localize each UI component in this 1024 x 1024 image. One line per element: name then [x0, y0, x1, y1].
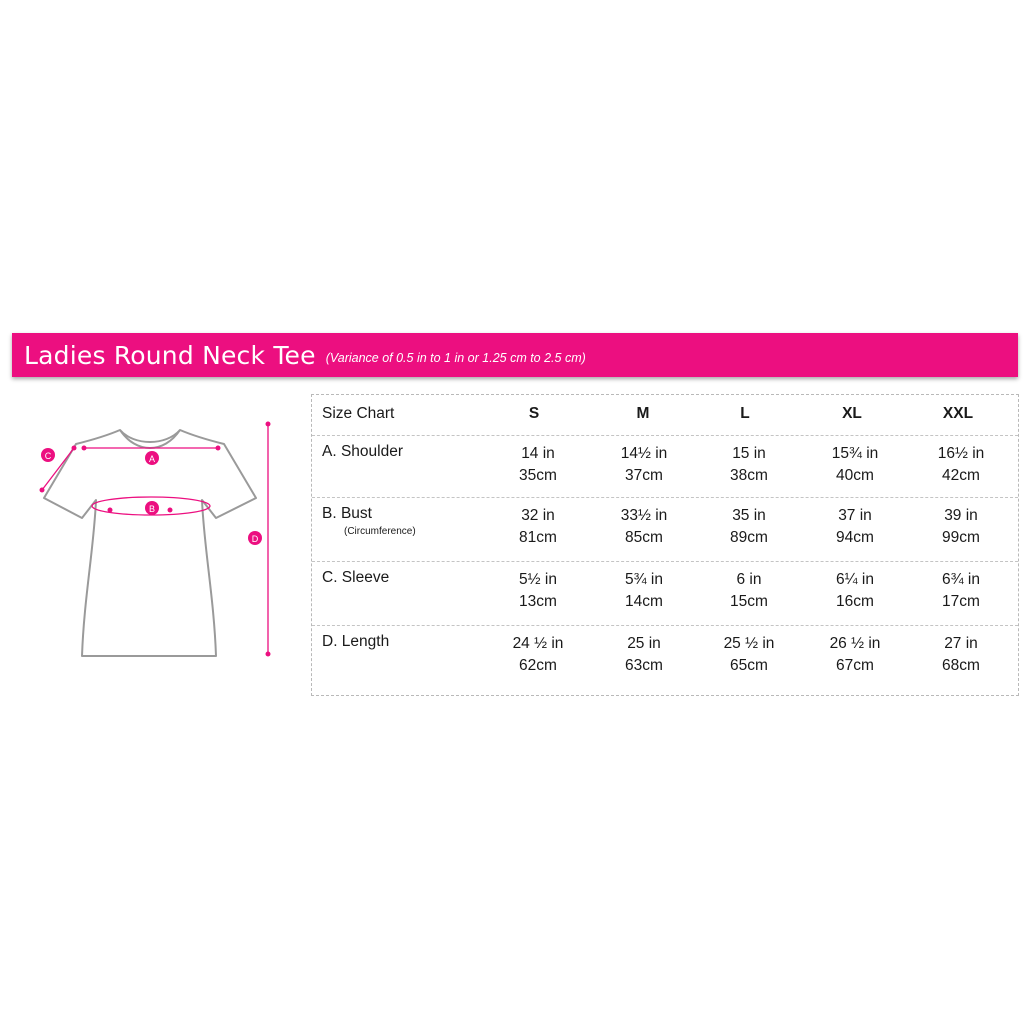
table-cell: 26 ½ in 67cm [829, 635, 881, 674]
table-row-bust [312, 497, 1018, 561]
shoulder-measure-end [216, 446, 221, 451]
table-cell: 24 ½ in 62cm [512, 635, 564, 674]
table-cell: 6¼ in 16cm [836, 571, 874, 610]
sleeve-measure-end [40, 488, 45, 493]
page-title: Ladies Round Neck Tee [24, 340, 316, 370]
table-cell: 15¾ in 40cm [831, 445, 879, 484]
sleeve-measure-end [72, 446, 77, 451]
tshirt-measurement-diagram [32, 418, 280, 662]
table-cell: 5¾ in 14cm [625, 571, 663, 610]
table-cell: 33½ in 85cm [620, 507, 668, 546]
size-header-m: M [636, 405, 650, 422]
table-row-shoulder [312, 435, 1018, 497]
size-chart-label: Size Chart [322, 405, 395, 422]
variance-note: (Variance of 0.5 in to 1 in or 1.25 cm to 2.5 cm) [325, 351, 586, 365]
marker-d-label: D [251, 534, 259, 544]
length-measure-end [266, 652, 271, 657]
table-cell: 39 in 99cm [942, 507, 980, 546]
table-cell: 14 in 35cm [519, 445, 557, 484]
shoulder-measure-end [82, 446, 87, 451]
table-cell: 35 in 89cm [730, 507, 768, 546]
bust-measure-end [168, 508, 173, 513]
row-label: C. Sleeve [322, 569, 390, 586]
bust-measure-end [108, 508, 113, 513]
table-cell: 16½ in 42cm [937, 445, 985, 484]
row-label: A. Shoulder [322, 443, 403, 460]
table-header-row [312, 395, 1018, 435]
size-header-l: L [740, 405, 750, 422]
table-cell: 14½ in 37cm [620, 445, 668, 484]
table-cell: 27 in 68cm [942, 635, 980, 674]
marker-b-label: B [148, 504, 156, 514]
table-cell: 25 ½ in 65cm [723, 635, 775, 674]
table-cell: 5½ in 13cm [519, 571, 557, 610]
table-cell: 15 in 38cm [730, 445, 768, 484]
size-header-s: S [528, 405, 540, 422]
table-cell: 37 in 94cm [836, 507, 874, 546]
table-row-sleeve [312, 561, 1018, 625]
title-banner [12, 333, 1018, 377]
table-cell: 32 in 81cm [519, 507, 557, 546]
size-chart-table [311, 394, 1019, 696]
table-cell: 6 in 15cm [730, 571, 768, 610]
length-measure-end [266, 422, 271, 427]
row-label: D. Length [322, 633, 390, 650]
row-label: B. Bust [322, 505, 372, 522]
table-cell: 6¾ in 17cm [942, 571, 980, 610]
table-row-length [312, 625, 1018, 695]
tshirt-neckline [120, 430, 180, 448]
size-header-xxl: XXL [942, 405, 974, 422]
marker-a-label: A [148, 454, 156, 464]
size-header-xl: XL [842, 405, 862, 422]
marker-c-label: C [44, 451, 52, 461]
table-cell: 25 in 63cm [625, 635, 663, 674]
row-sublabel: (Circumference) [344, 526, 416, 537]
